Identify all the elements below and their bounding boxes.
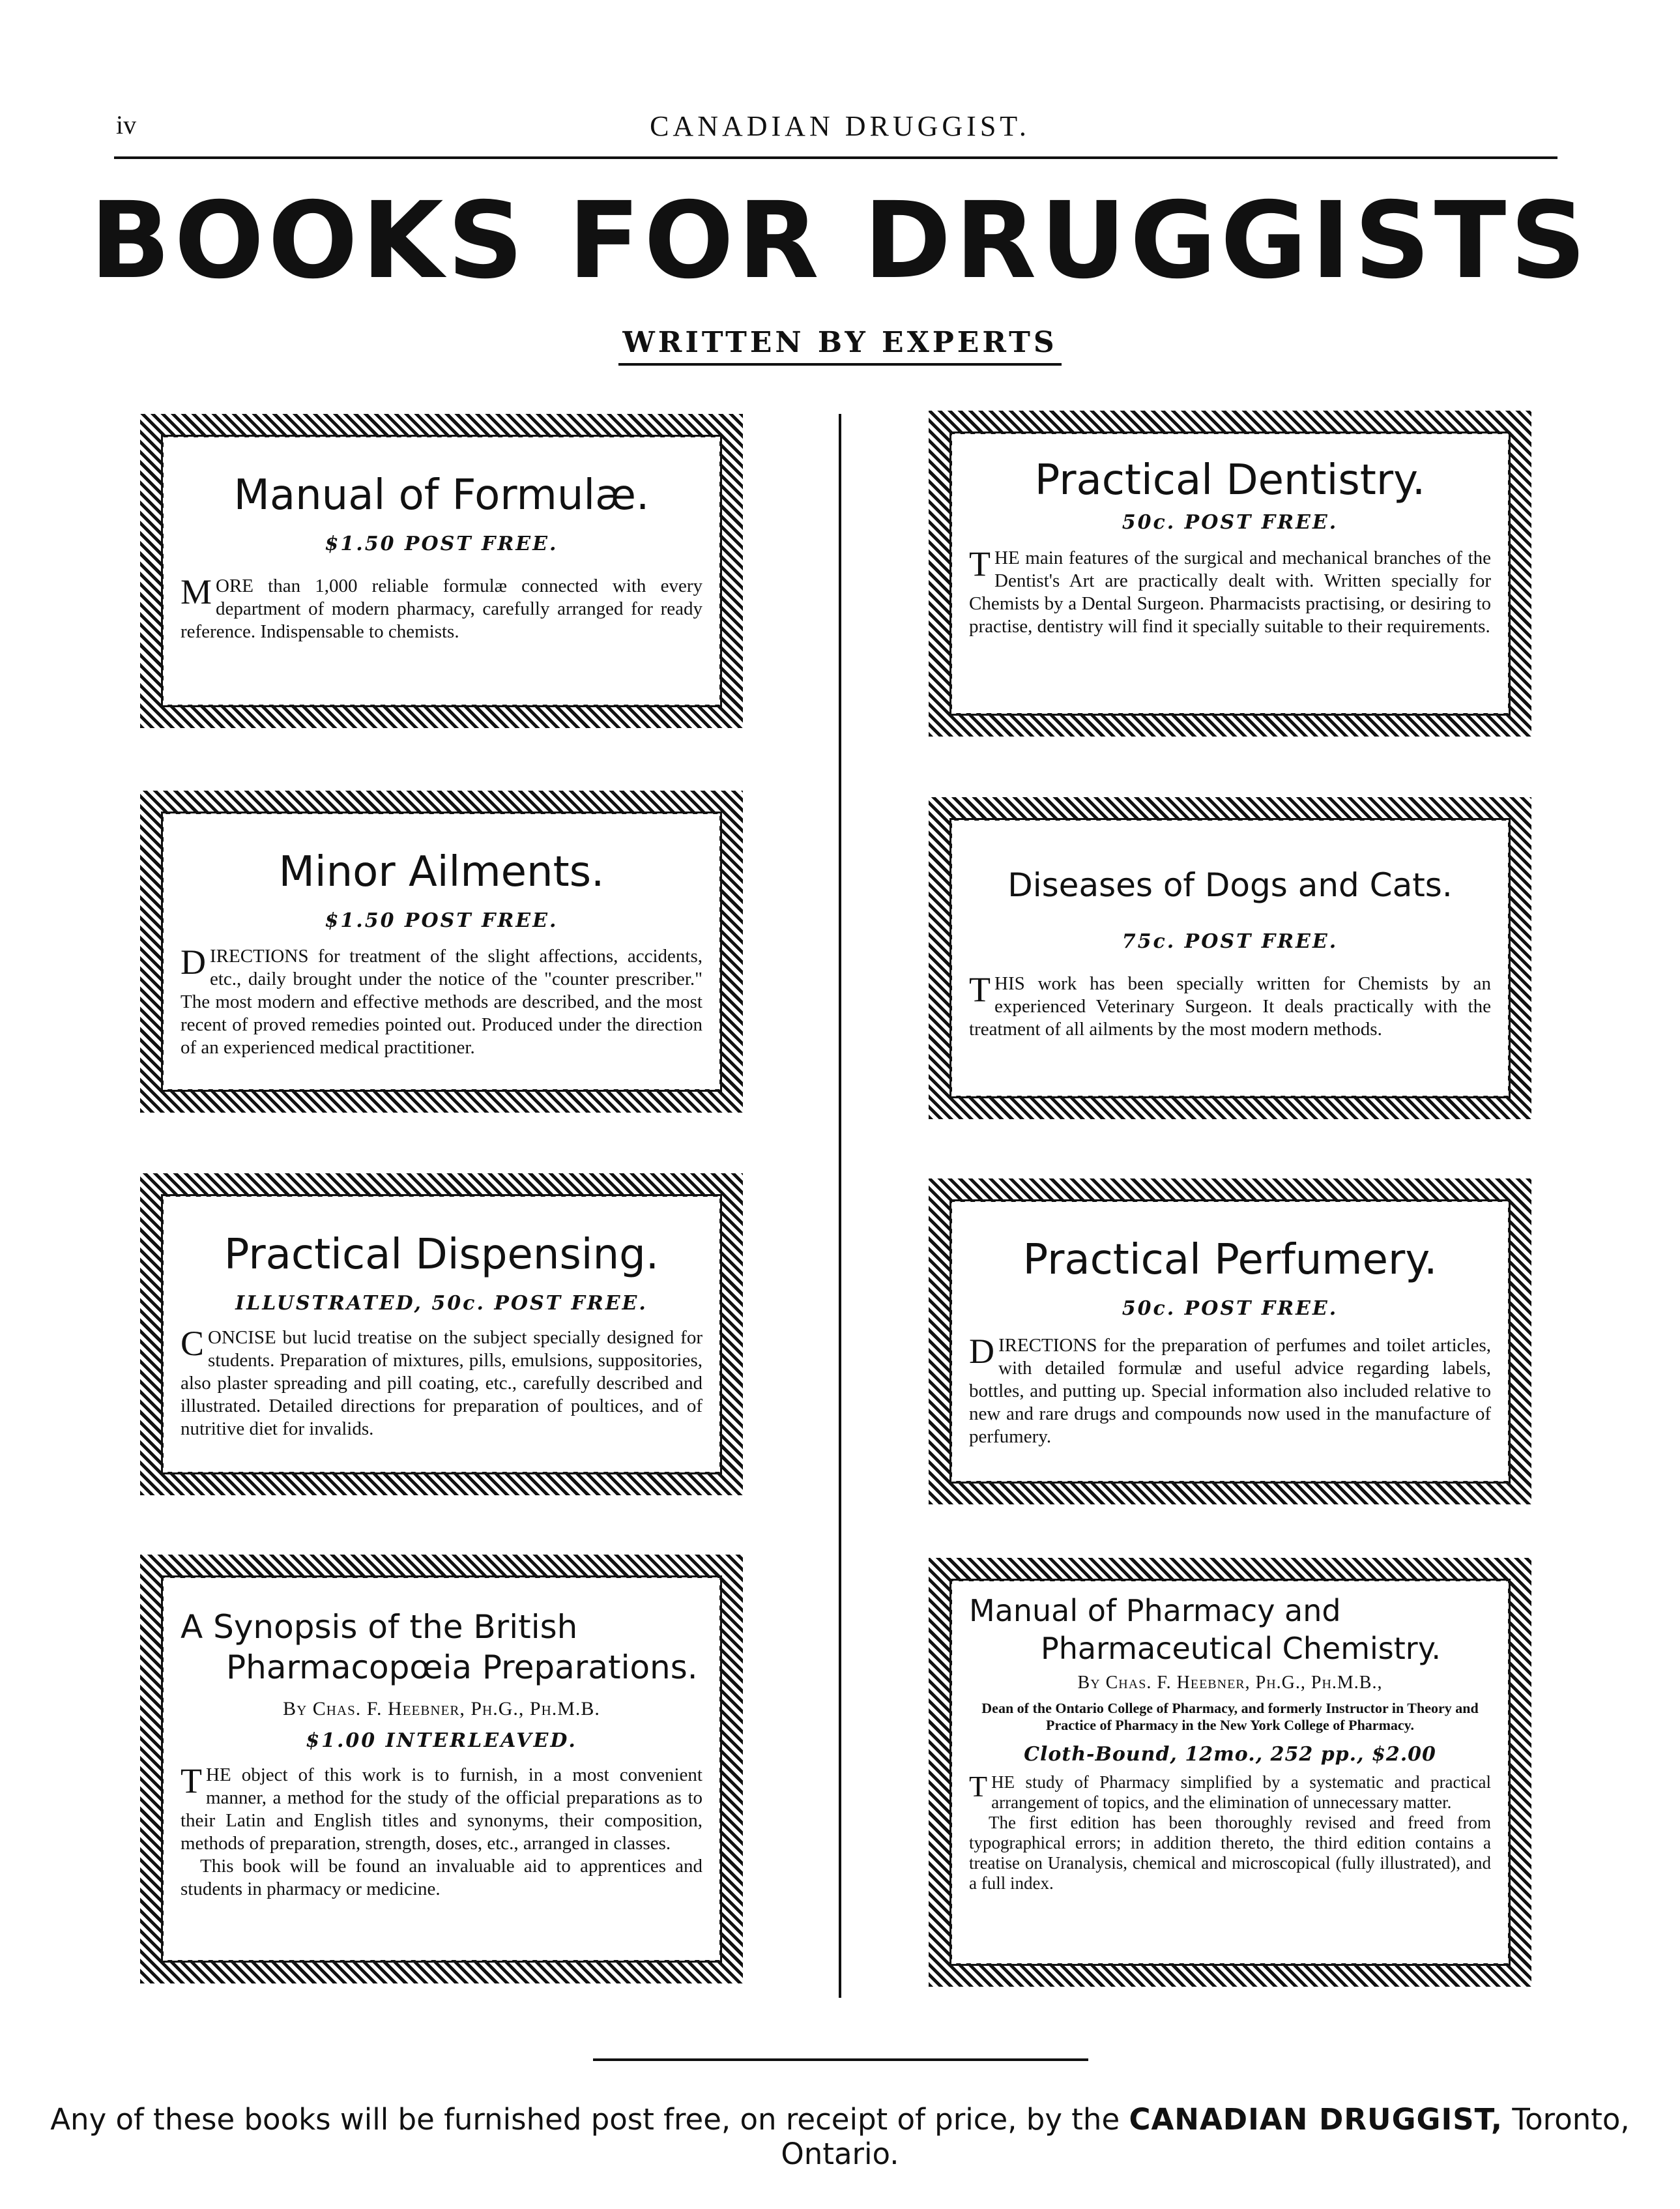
book-description xyxy=(969,970,1491,1041)
book-description xyxy=(969,1772,1491,1813)
book-card-minor-ailments xyxy=(140,791,743,1113)
book-description-text: HIS work has been specially written for Chemists by an experienced Veterinary Surgeon. It deals practically with the treatment of all ailments by the most modern methods. xyxy=(969,973,1491,1040)
running-head: CANADIAN DRUGGIST. xyxy=(650,110,1030,142)
book-title: Practical Dispensing. xyxy=(224,1231,659,1279)
book-title-line-2: Pharmaceutical Chemistry. xyxy=(1041,1631,1441,1666)
book-card-synopsis xyxy=(140,1555,743,1983)
book-description-text: ONCISE but lucid treatise on the subject specially designed for students. Preparation of mixtures, pills, emulsions, suppositories, also plaster spreading and pill coating, etc., carefully described and illustrated. Detailed directions for preparation of poultices, and of nutritive diet for invalids. xyxy=(181,1327,702,1439)
drop-cap: C xyxy=(181,1324,205,1363)
page-subtitle xyxy=(0,326,1680,359)
footer-note xyxy=(0,2102,1680,2171)
column-divider xyxy=(839,414,841,1998)
book-title-line-1: Manual of Pharmacy and xyxy=(969,1593,1341,1628)
book-description xyxy=(181,945,702,1059)
book-description xyxy=(181,572,702,643)
drop-cap: T xyxy=(181,1761,202,1800)
book-price: 50c. POST FREE. xyxy=(1122,1297,1339,1320)
book-price: ILLUSTRATED, 50c. POST FREE. xyxy=(235,1292,648,1315)
book-description xyxy=(969,544,1491,638)
book-card-perfumery xyxy=(929,1178,1531,1504)
footer-rule xyxy=(593,2058,1088,2061)
book-title: Practical Dentistry. xyxy=(1034,456,1426,505)
book-description-2: This book will be found an invaluable aid to apprentices and students in pharmacy or medicine. xyxy=(181,1856,702,1899)
book-description-text: HE main features of the surgical and mechanical branches of the Dentist's Art are practically dealt with. Written specially for Chemists by a Dental Surgeon. Pharmacists practising, or desiring to practise, dentistry will find it specially suitable to their requirements. xyxy=(969,548,1491,637)
header-rule xyxy=(114,156,1557,159)
book-title: Practical Perfumery. xyxy=(1022,1236,1438,1284)
footer-text: Any of these books will be furnished post free, on receipt of price, by the xyxy=(50,2102,1120,2137)
book-description-text: HE study of Pharmacy simplified by a systematic and practical arrangement of topics, and the elimination of unnecessary matter. xyxy=(991,1772,1491,1812)
book-description-text: HE object of this work is to furnish, in a most convenient manner, a method for the study of the official preparations as to their Latin and English titles and synonyms, their composition, methods of preparation, strength, doses, etc., arranged in classes. xyxy=(181,1764,702,1854)
book-card-pharmacy-manual xyxy=(929,1558,1531,1987)
page-number: iv xyxy=(116,110,137,139)
book-author: By Chas. F. Heebner, Ph.G., Ph.M.B. xyxy=(283,1698,600,1719)
book-price: $1.50 POST FREE. xyxy=(325,909,558,932)
footer-location: Toronto, Ontario. xyxy=(781,2102,1630,2171)
book-author: By Chas. F. Heebner, Ph.G., Ph.M.B., xyxy=(1077,1673,1383,1693)
drop-cap: D xyxy=(969,1332,994,1371)
drop-cap: T xyxy=(969,1770,988,1803)
page-title: BOOKS FOR DRUGGISTS xyxy=(90,180,1590,302)
book-card-dogs-cats xyxy=(929,797,1531,1119)
book-price: Cloth-Bound, 12mo., 252 pp., $2.00 xyxy=(1024,1743,1436,1766)
book-price: 75c. POST FREE. xyxy=(1122,930,1339,953)
book-title: Minor Ailments. xyxy=(278,848,605,896)
book-author-credentials: Dean of the Ontario College of Pharmacy, and formerly Instructor in Theory and Practice of Pharmacy in the New York College of Pharmacy. xyxy=(981,1700,1479,1733)
book-price: $1.00 INTERLEAVED. xyxy=(306,1729,577,1752)
book-price: $1.50 POST FREE. xyxy=(325,533,558,555)
drop-cap: M xyxy=(181,572,212,611)
book-card-dispensing xyxy=(140,1173,743,1495)
book-title xyxy=(969,1592,1491,1667)
book-price: 50c. POST FREE. xyxy=(1122,511,1339,534)
drop-cap: T xyxy=(969,970,991,1009)
book-description-2: The first edition has been thoroughly revised and freed from typographical errors; in addition thereto, the third edition contains a treatise on Uranalysis, chemical and microscopical (fully illustrated), and a full index. xyxy=(969,1813,1491,1893)
book-description xyxy=(969,1334,1491,1448)
book-description-text: IRECTIONS for the preparation of perfumes and toilet articles, with detailed formulæ and useful advice regarding labels, bottles, and putting up. Special information also included relative to new and rare drugs and compounds now used in the manufacture of perfumery. xyxy=(969,1335,1491,1447)
book-title-line-1: A Synopsis of the British xyxy=(181,1608,578,1646)
footer-publisher: CANADIAN DRUGGIST, xyxy=(1129,2102,1503,2137)
book-description-text: ORE than 1,000 reliable formulæ connected with every department of modern pharmacy, carefully arranged for ready reference. Indispensable to chemists. xyxy=(181,576,702,642)
drop-cap: D xyxy=(181,943,206,982)
book-title: Manual of Formulæ. xyxy=(233,471,650,519)
book-card-dentistry xyxy=(929,411,1531,737)
book-description xyxy=(181,1326,702,1441)
drop-cap: T xyxy=(969,544,991,583)
book-title: Diseases of Dogs and Cats. xyxy=(1007,866,1453,904)
book-description-text: IRECTIONS for treatment of the slight affections, accidents, etc., daily brought under the notice of the "counter prescriber." The most modern and effective methods are described, and the most recent of proved remedies pointed out. Produced under the direction of an experienced medical practitioner. xyxy=(181,946,702,1058)
book-description xyxy=(181,1761,702,1855)
page-subtitle-text: WRITTEN BY EXPERTS xyxy=(618,326,1061,366)
book-card-formulae xyxy=(140,414,743,728)
book-title xyxy=(181,1607,702,1688)
book-title-line-2: Pharmacopœia Preparations. xyxy=(226,1648,698,1686)
